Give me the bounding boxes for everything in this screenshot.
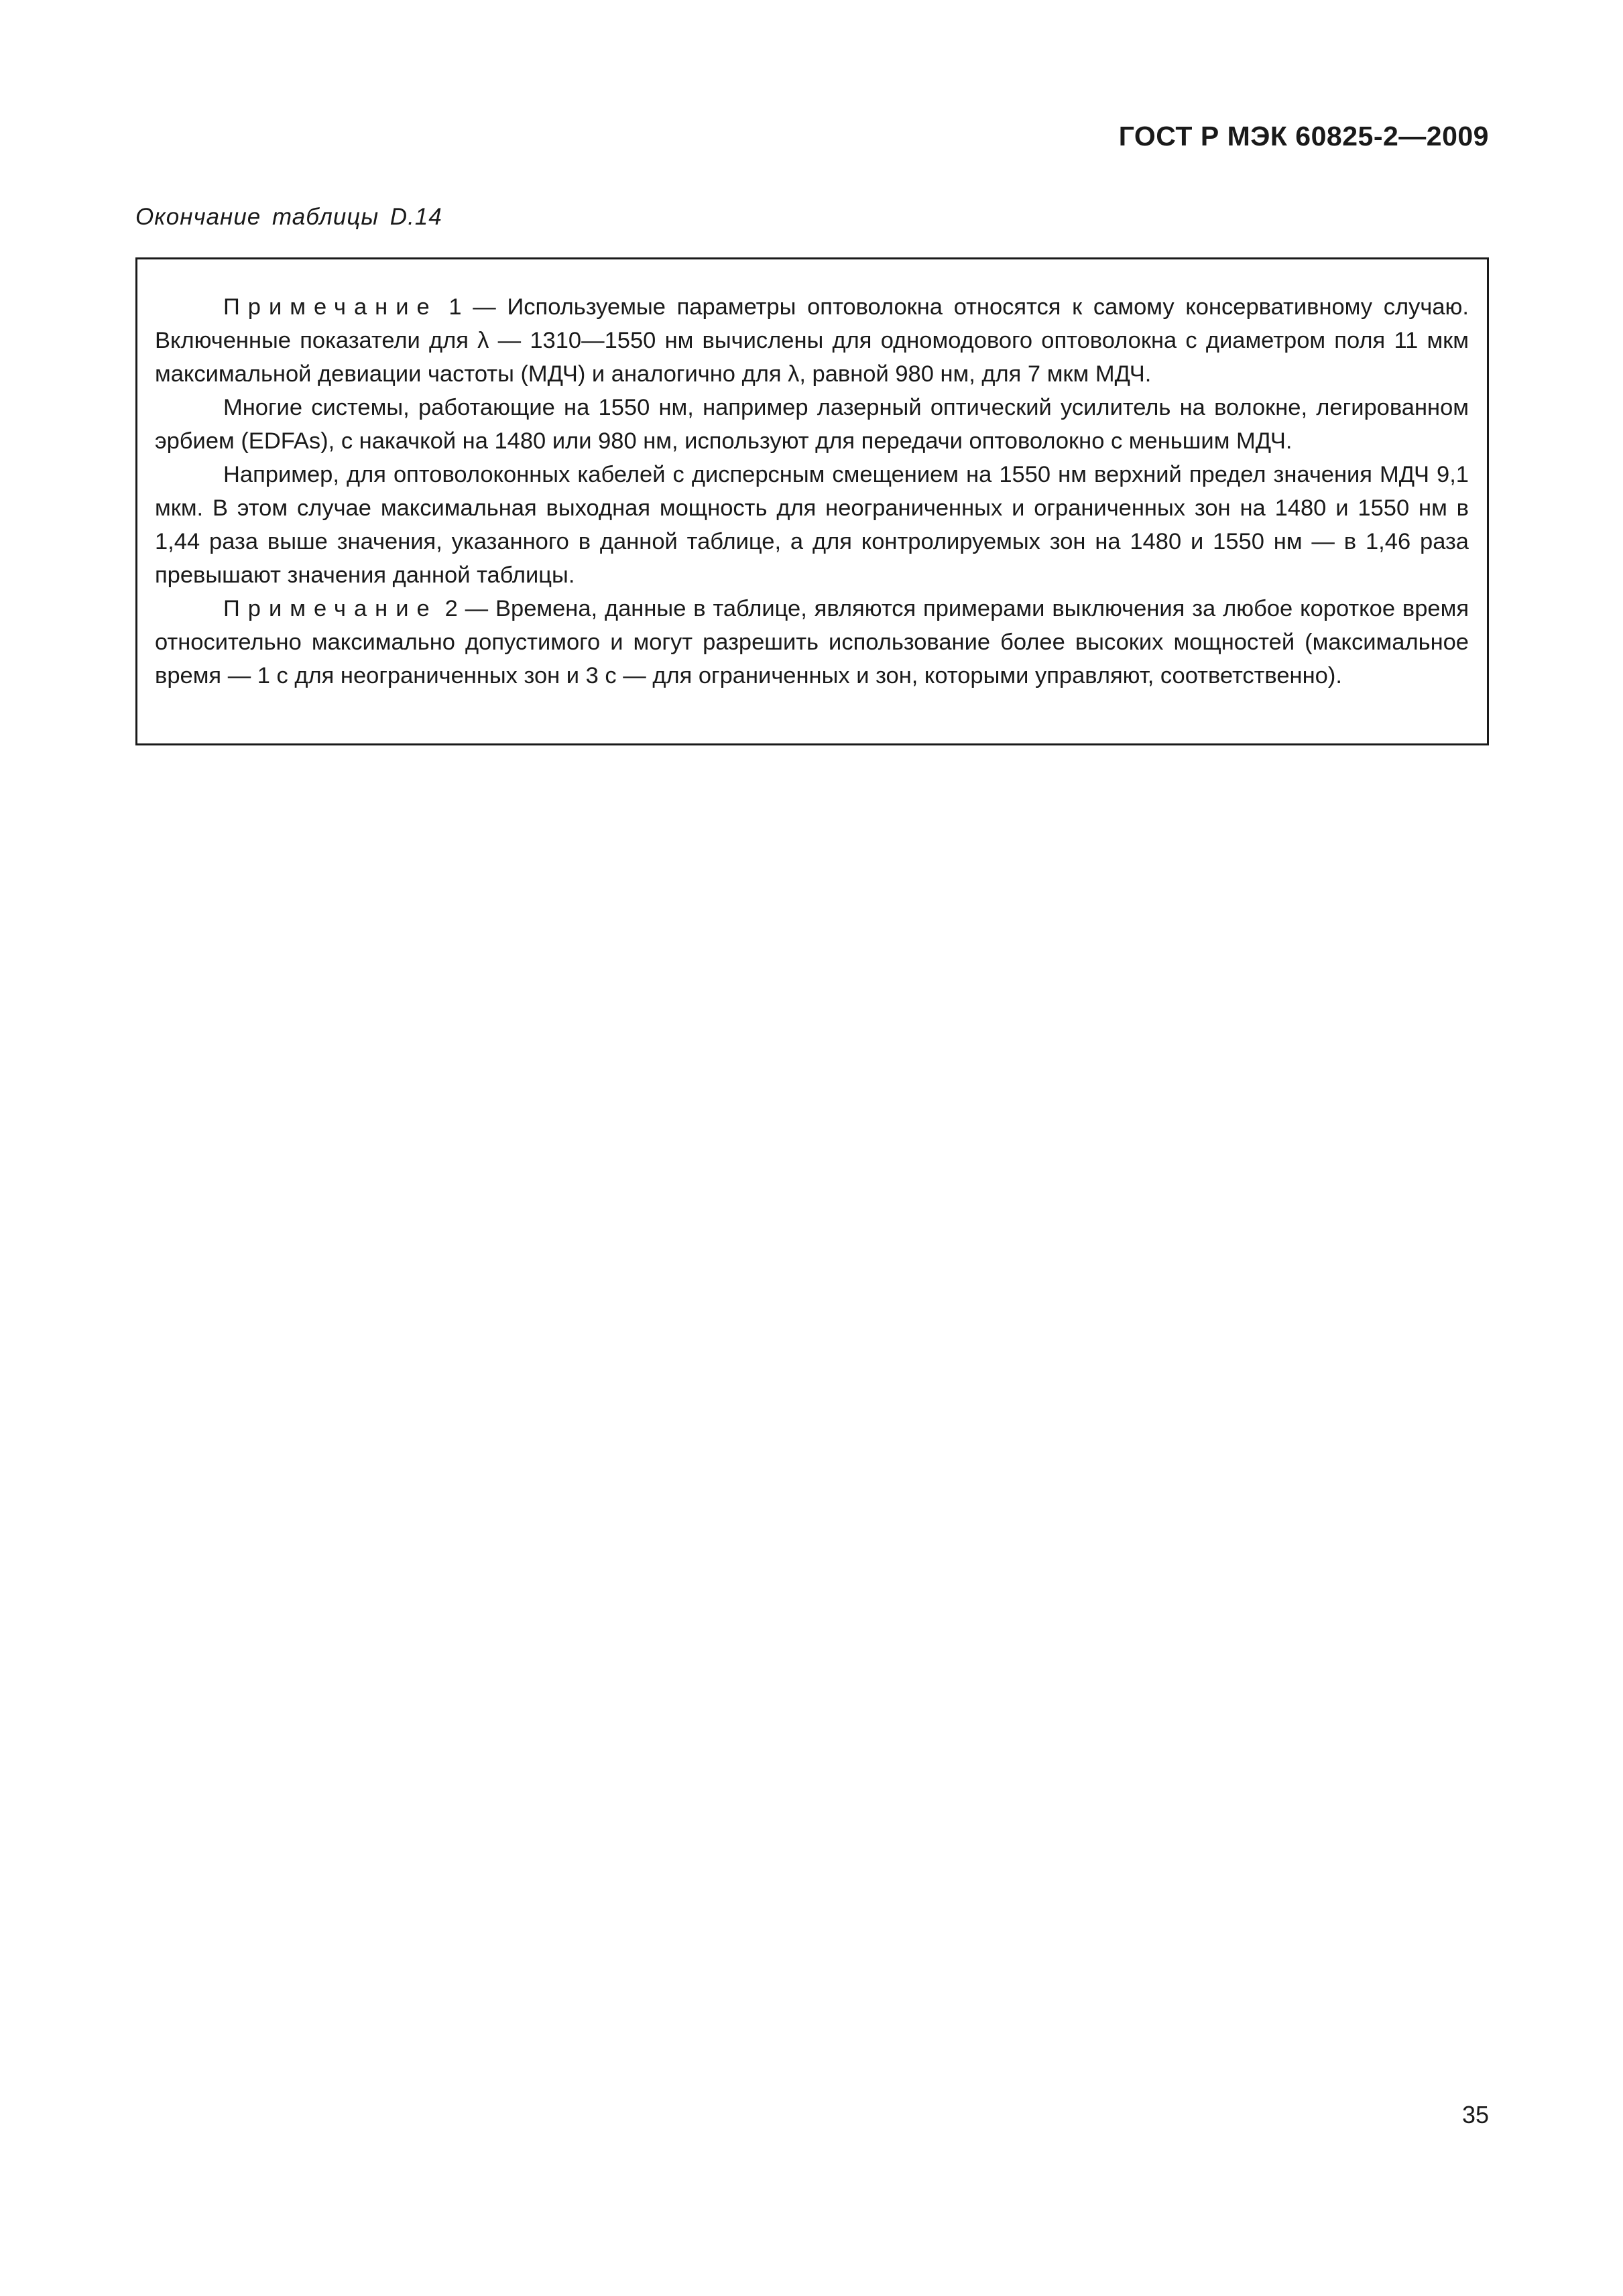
note-1-example-paragraph <box>155 458 1469 592</box>
note-1-continuation-text: Многие системы, работающие на 1550 нм, например лазерный оптический усилитель на волокне, легированном эрбием (EDFAs), с накачкой на 1480 или 980 нм, используют для передачи оптоволокно с меньшим МДЧ. <box>155 395 1469 454</box>
note-label: Примечание <box>223 294 438 320</box>
table-continuation-caption: Окончание таблицы D.14 <box>135 204 442 230</box>
note-1-paragraph <box>155 290 1469 391</box>
note-label: Примечание <box>223 596 438 621</box>
page-number: 35 <box>1461 2101 1489 2128</box>
note-2-text: 2 — Времена, данные в таблице, являются примерами выключения за любое короткое время относительно максимально допустимого и могут разрешить использование более высоких мощностей (максимальное время — 1 с для неограниченных зон и 3 с — для ограниченных и зон, которыми управляют, соответственно). <box>155 596 1469 688</box>
standard-number-header: ГОСТ Р МЭК 60825-2—2009 <box>1118 121 1489 152</box>
note-1-continuation-paragraph <box>155 391 1469 458</box>
notes-table-cell <box>135 257 1489 745</box>
note-2-paragraph <box>155 592 1469 692</box>
note-1-text: 1 — Используемые параметры оптоволокна относятся к самому консервативному случаю. Включенные показатели для λ — 1310—1550 нм вычислены для одномодового оптоволокна с диаметром поля 11 мкм максимальной девиации частоты (МДЧ) и аналогично для λ, равной 980 нм, для 7 мкм МДЧ. <box>155 294 1469 387</box>
note-1-example-text: Например, для оптоволоконных кабелей с дисперсным смещением на 1550 нм верхний предел значения МДЧ 9,1 мкм. В этом случае максимальная выходная мощность для неограниченных и ограниченных зон на 1480 и 1550 нм в 1,44 раза выше значения, указанного в данной таблице, а для контролируемых зон на 1480 и 1550 нм — в 1,46 раза превышают значения данной таблицы. <box>155 462 1469 588</box>
